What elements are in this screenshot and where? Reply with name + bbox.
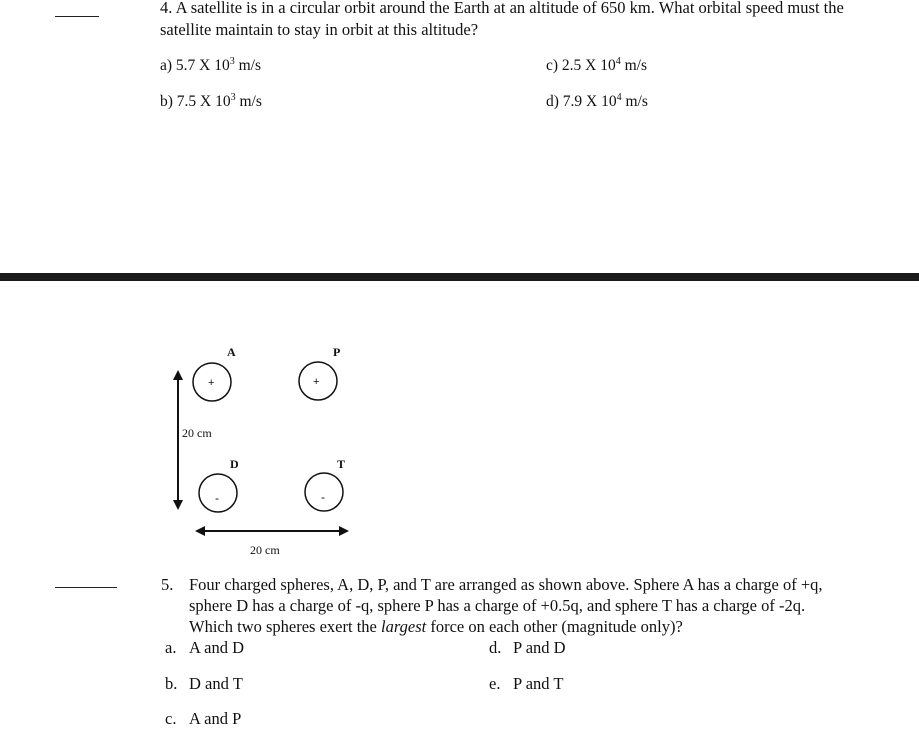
q4-option-a: a) 5.7 X $10^3$ m/s (160, 56, 262, 74)
question-5-line-3: Which two spheres exert the largest force on each other (magnitude only)? (189, 617, 683, 636)
sphere-d (199, 457, 239, 512)
q5-option-e: e. P and T (489, 674, 564, 693)
answer-blank-q5 (55, 587, 117, 588)
sphere-d-label: D (230, 457, 239, 471)
question-5-number: 5. (161, 575, 174, 594)
sphere-p (299, 345, 340, 400)
q5-option-b: b. D and T (165, 674, 243, 693)
emphasis-largest: largest (380, 617, 427, 636)
horizontal-dimension-label: 20 cm (250, 543, 280, 557)
sphere-t-label: T (337, 457, 346, 471)
q4-option-b: b) 7.5 X $10^3$ m/s (160, 92, 262, 110)
sphere-t-sign: - (321, 490, 325, 504)
q5-option-c: c. A and P (165, 709, 242, 728)
q5-option-a: a. A and D (165, 638, 244, 657)
sphere-a-sign: + (208, 377, 215, 389)
sphere-p-label: P (333, 345, 341, 359)
q4-option-c: c) 2.5 X $10^4$ m/s (546, 56, 648, 74)
question-5-line-1: Four charged spheres, A, D, P, and T are arranged as shown above. Sphere A has a charge of +q, (189, 575, 823, 594)
sphere-a-label: A (227, 345, 236, 359)
q4-option-d: d) 7.9 X $10^4$ m/s (546, 92, 648, 110)
sphere-t (305, 457, 345, 511)
sphere-p-sign: + (313, 376, 320, 388)
sphere-a (193, 345, 236, 401)
question-5-line-2: sphere D has a charge of -q, sphere P has a charge of +0.5q, and sphere T has a charge of -2q. (189, 596, 806, 615)
sphere-d-sign: - (215, 491, 219, 505)
question-4-line-2: satellite maintain to stay in orbit at this altitude? (160, 20, 479, 39)
q5-option-d: d. P and D (489, 638, 566, 657)
question-4-line-1: 4. A satellite is in a circular orbit around the Earth at an altitude of 650 km. What orbital speed must the (160, 0, 844, 17)
vertical-dimension-label: 20 cm (182, 426, 212, 440)
